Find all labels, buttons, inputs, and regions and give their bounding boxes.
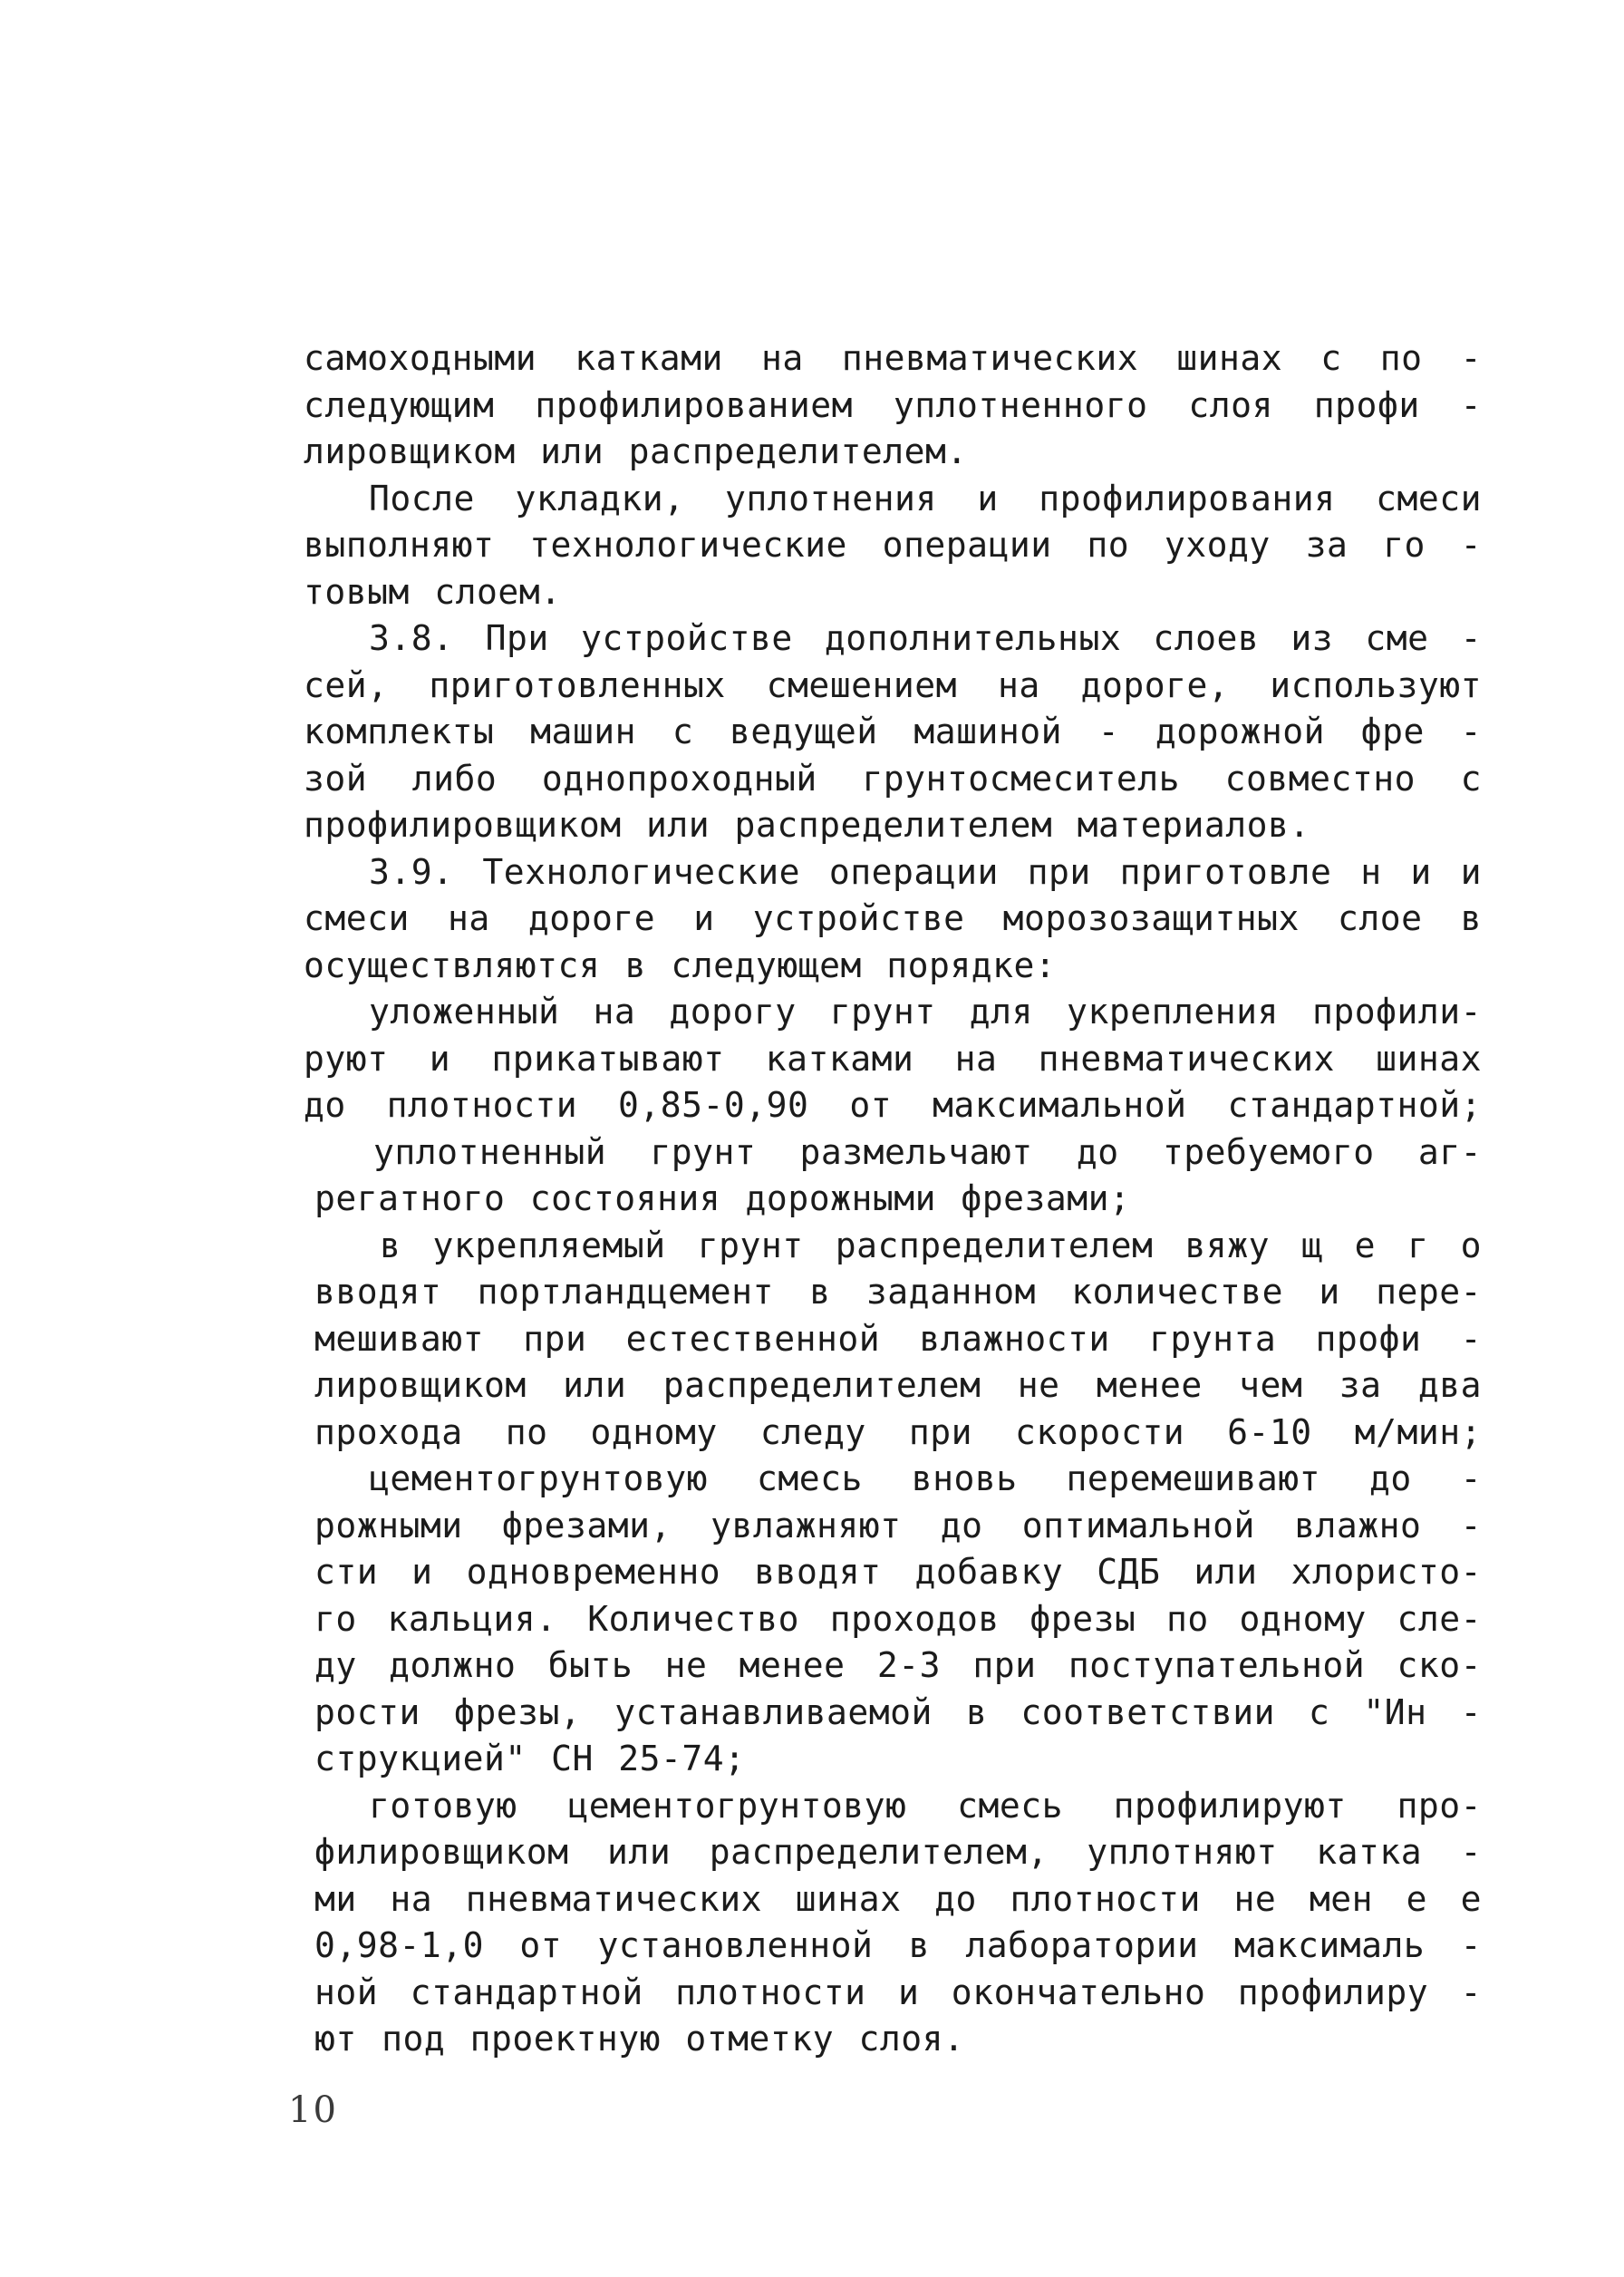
text-line: уложенный на дорогу грунт для укрепления профили- xyxy=(369,992,1482,1032)
text-line: уплотненный грунт размельчают до требуемого аг- xyxy=(373,1131,1482,1172)
text-line: осуществляются в следующем порядке: xyxy=(304,945,1057,985)
text-line: лировщиком или распределителем не менее чем за два xyxy=(314,1365,1482,1405)
text-line: ют под проектную отметку слоя. xyxy=(314,2019,965,2059)
text-line: регатного состояния дорожными фрезами; xyxy=(314,1178,1131,1218)
page-number: 10 xyxy=(288,2089,338,2131)
text-line: рости фрезы, устанавливаемой в соответствии с "Ин - xyxy=(314,1691,1482,1732)
text-line: самоходными катками на пневматических шинах с по - xyxy=(304,338,1482,378)
text-line: зой либо однопроходный грунтосмеситель совместно с xyxy=(304,758,1482,799)
text-line: товым слоем. xyxy=(304,571,562,612)
text-line: рожными фрезами, увлажняют до оптимальной влажно - xyxy=(314,1505,1482,1545)
text-line: цементогрунтовую смесь вновь перемешивают до - xyxy=(369,1458,1482,1498)
text-line: до плотности 0,85-0,90 от максимальной стандартной; xyxy=(304,1085,1482,1125)
text-line: После укладки, уплотнения и профилирования смеси xyxy=(369,478,1482,518)
text-line: 3.8. При устройстве дополнительных слоев из сме - xyxy=(369,618,1482,658)
text-line: ной стандартной плотности и окончательно профилиру - xyxy=(314,1972,1482,2012)
text-line: выполняют технологические операции по уходу за го - xyxy=(304,525,1482,565)
text-line: руют и прикатывают катками на пневматических шинах xyxy=(304,1038,1482,1079)
text-line: сей, приготовленных смешением на дороге, используют xyxy=(304,664,1482,705)
text-line: прохода по одному следу при скорости 6-10 м/мин; xyxy=(314,1411,1482,1452)
text-line: смеси на дороге и устройстве морозозащитных слое в xyxy=(304,898,1482,938)
text-line: го кальция. Количество проходов фрезы по одному сле- xyxy=(314,1598,1482,1639)
text-line: профилировщиком или распределителем материалов. xyxy=(304,805,1310,845)
text-line: в укрепляемый грунт распределителем вяжу щ е г о xyxy=(380,1225,1482,1265)
text-line: струкцией" СН 25-74; xyxy=(314,1739,746,1778)
document-body xyxy=(304,335,1482,2063)
text-line: готовую цементогрунтовую смесь профилируют про- xyxy=(369,1785,1482,1826)
text-line: следующим профилированием уплотненного слоя профи - xyxy=(304,384,1482,425)
text-line: 0,98-1,0 от установленной в лаборатории максималь - xyxy=(314,1925,1482,1965)
text-line: комплекты машин с ведущей машиной - дорожной фре - xyxy=(304,712,1482,751)
text-line: ду должно быть не менее 2-3 при поступательной ско- xyxy=(314,1645,1482,1685)
text-line: мешивают при естественной влажности грунта профи - xyxy=(314,1318,1482,1359)
text-line: ми на пневматических шинах до плотности не мен е е xyxy=(314,1878,1482,1919)
text-line: филировщиком или распределителем, уплотняют катка - xyxy=(314,1832,1482,1872)
text-line: 3.9. Технологические операции при приготовле н и и xyxy=(369,851,1482,892)
text-line: вводят портландцемент в заданном количестве и пере- xyxy=(314,1272,1482,1312)
text-line: сти и одновременно вводят добавку СДБ или хлористо- xyxy=(314,1552,1482,1592)
text-line: лировщиком или распределителем. xyxy=(304,431,968,471)
